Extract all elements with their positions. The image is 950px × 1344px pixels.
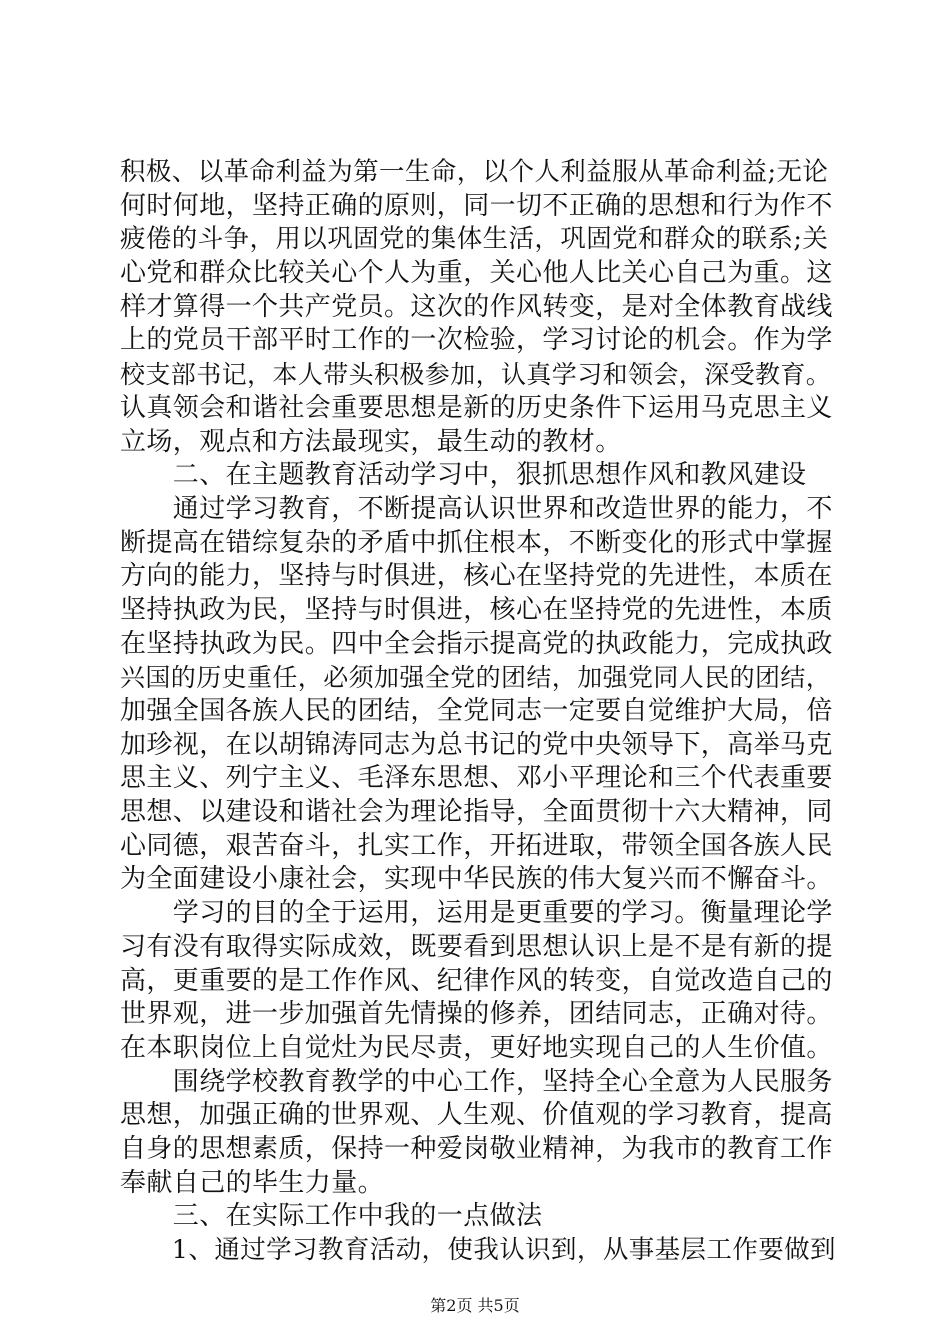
text-line: 积极、以革命利益为第一生命，以个人利益服从革命利益;无论 (120, 157, 829, 187)
text-line: 加珍视，在以胡锦涛同志为总书记的党中央领导下，高举马克 (120, 729, 833, 760)
text-line: 立场，观点和方法最现实，最生动的教材。 (120, 426, 622, 457)
text-line: 方向的能力，坚持与时俱进，核心在坚持党的先进性，本质在 (120, 561, 833, 592)
text-line: 疲倦的斗争，用以巩固党的集体生活，巩固党和群众的联系;关 (120, 224, 829, 255)
text-line: 世界观，进一步加强首先情操的修养，团结同志，正确对待。 (120, 999, 833, 1030)
text-line: 奉献自己的毕生力量。 (120, 1167, 385, 1198)
text-line: 习有没有取得实际成效，既要看到思想认识上是不是有新的提 (120, 931, 833, 962)
text-line: 断提高在错综复杂的矛盾中抓住根本，不断变化的形式中掌握 (120, 527, 833, 558)
text-line: 1、通过学习教育活动，使我认识到，从事基层工作要做到 (120, 1235, 836, 1265)
text-line: 上的党员干部平时工作的一次检验，学习讨论的机会。作为学 (120, 325, 833, 356)
text-line: 在本职岗位上自觉灶为民尽责，更好地实现自己的人生价值。 (120, 1032, 833, 1063)
page-footer: 第2页 共5页 (430, 1296, 520, 1315)
text-line: 为全面建设小康社会，实现中华民族的伟大复兴而不懈奋斗。 (120, 864, 833, 895)
text-line: 围绕学校教育教学的中心工作，坚持全心全意为人民服务 (120, 1066, 833, 1097)
text-line: 加强全国各族人民的团结，全党同志一定要自觉维护大局，倍 (120, 696, 833, 726)
text-line: 样才算得一个共产党员。这次的作风转变，是对全体教育战线 (120, 291, 833, 322)
text-line: 思想，加强正确的世界观、人生观、价值观的学习教育，提高 (120, 1100, 833, 1131)
text-line: 认真领会和谐社会重要思想是新的历史条件下运用马克思主义 (120, 392, 833, 423)
text-line: 通过学习教育，不断提高认识世界和改造世界的能力，不 (120, 493, 833, 524)
text-line: 何时何地，坚持正确的原则，同一切不正确的思想和行为作不 (120, 190, 833, 221)
text-line: 校支部书记，本人带头积极参加，认真学习和领会，深受教育。 (120, 360, 832, 390)
text-line: 三、在实际工作中我的一点做法 (120, 1201, 543, 1232)
text-line: 思想、以建设和谐社会为理论指导，全面贯彻十六大精神，同 (120, 797, 833, 828)
text-line: 二、在主题教育活动学习中，狠抓思想作风和教风建设 (120, 460, 807, 491)
text-line: 心党和群众比较关心个人为重，关心他人比关心自己为重。这 (120, 258, 833, 289)
text-line: 自身的思想素质，保持一种爱岗敬业精神，为我市的教育工作 (120, 1133, 833, 1164)
body-text (120, 156, 840, 1268)
text-line: 学习的目的全于运用，运用是更重要的学习。衡量理论学 (120, 898, 833, 929)
text-line: 心同德，艰苦奋斗，扎实工作，开拓进取，带领全国各族人民 (120, 830, 833, 861)
text-line: 思主义、列宁主义、毛泽东思想、邓小平理论和三个代表重要 (120, 763, 833, 794)
text-line: 坚持执政为民，坚持与时俱进，核心在坚持党的先进性，本质 (120, 594, 833, 625)
text-line: 高，更重要的是工作作风、纪律作风的转变，自觉改造自己的 (120, 965, 833, 996)
text-line: 兴国的历史重任，必须加强全党的团结，加强党同人民的团结， (120, 663, 832, 693)
text-line: 在坚持执政为民。四中全会指示提高党的执政能力，完成执政 (120, 628, 833, 659)
